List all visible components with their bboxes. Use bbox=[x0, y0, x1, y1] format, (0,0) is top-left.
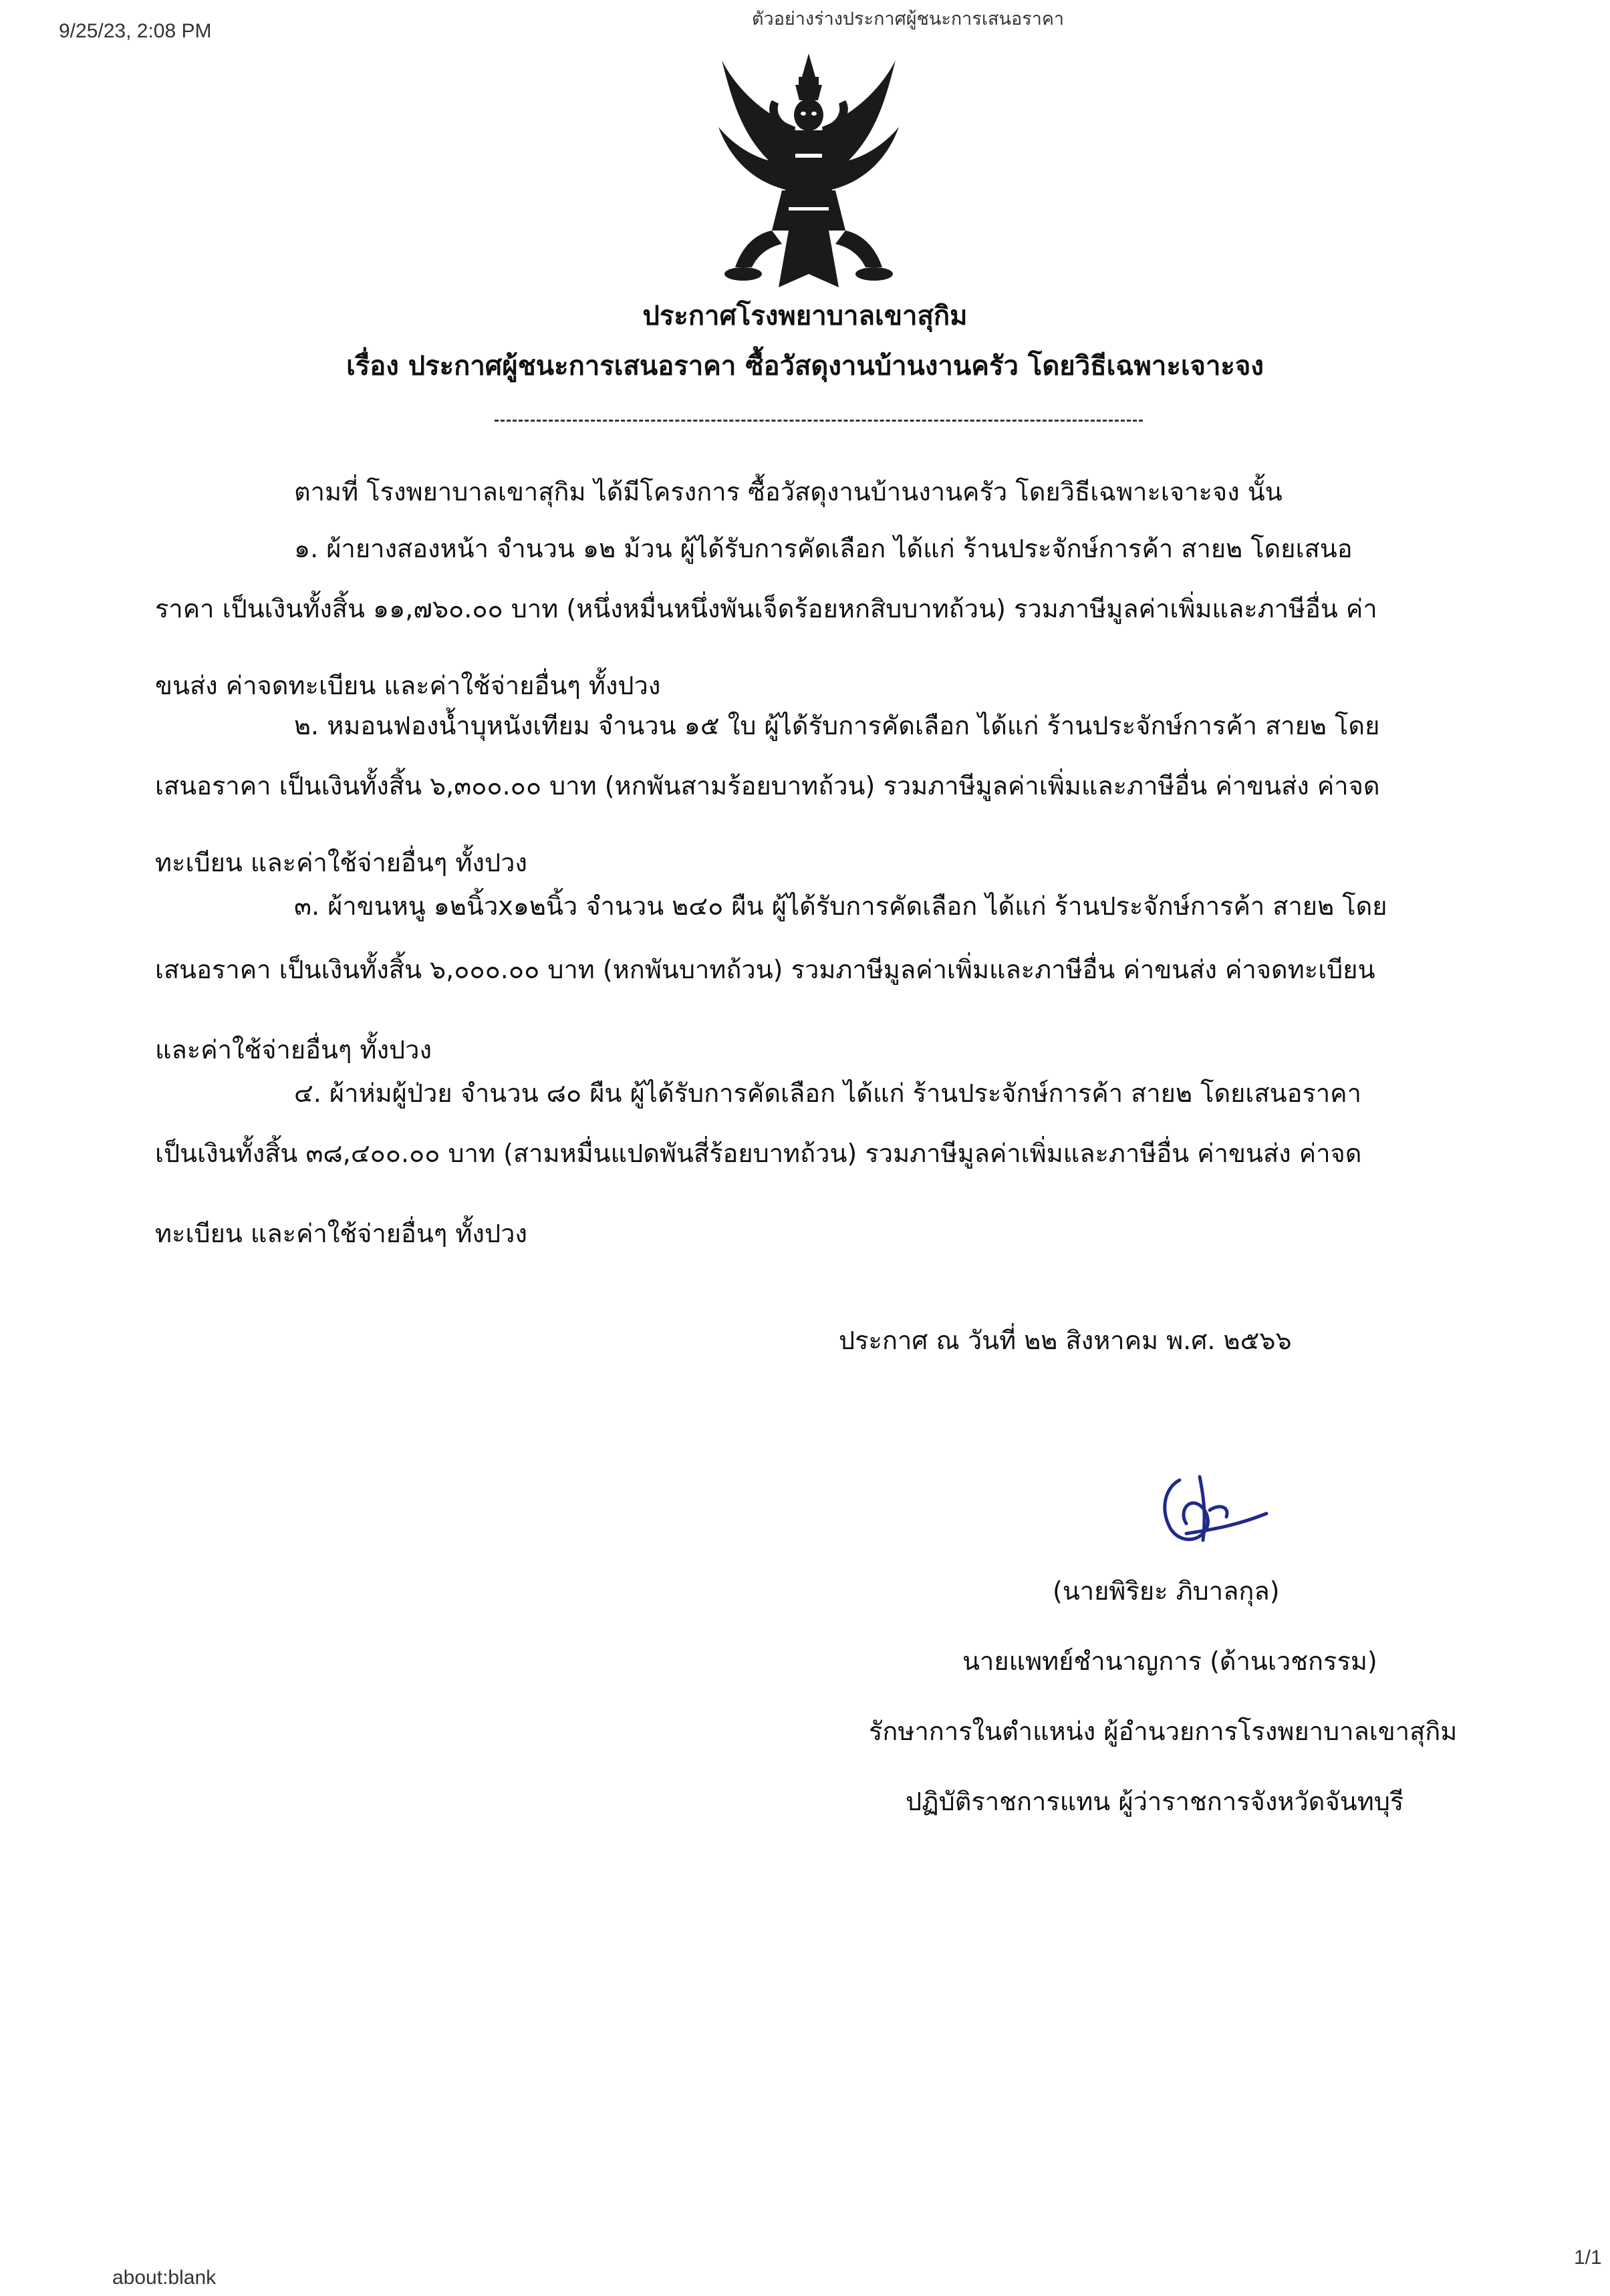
handwritten-signature bbox=[1139, 1467, 1273, 1560]
item-1-line-3: ขนส่ง ค่าจดทะเบียน และค่าใช้จ่ายอื่นๆ ทั้งปวง bbox=[155, 671, 661, 700]
item-3-line-3: และค่าใช้จ่ายอื่นๆ ทั้งปวง bbox=[155, 1035, 432, 1064]
item-2-line-1: ๒. หมอนฟองน้ำบุหนังเทียม จำนวน ๑๕ ใบ ผู้ได้รับการคัดเลือก ได้แก่ ร้านประจักษ์การค้า สาย๒ โดย bbox=[294, 711, 1380, 740]
item-4-line-1: ๔. ผ้าห่มผู้ป่วย จำนวน ๘๐ ผืน ผู้ได้รับการคัดเลือก ได้แก่ ร้านประจักษ์การค้า สาย๒ โดยเสนอราคา bbox=[294, 1079, 1361, 1108]
announcement-date: ประกาศ ณ วันที่ ๒๒ สิงหาคม พ.ศ. ๒๕๖๖ bbox=[839, 1326, 1292, 1355]
intro-paragraph: ตามที่ โรงพยาบาลเขาสุกิม ได้มีโครงการ ซื้อวัสดุงานบ้านงานครัว โดยวิธีเฉพาะเจาะจง นั้น bbox=[294, 477, 1283, 507]
item-2-line-3: ทะเบียน และค่าใช้จ่ายอื่นๆ ทั้งปวง bbox=[155, 848, 527, 877]
item-3-line-2: เสนอราคา เป็นเงินทั้งสิ้น ๖,๐๐๐.๐๐ บาท (หกพันบาทถ้วน) รวมภาษีมูลค่าเพิ่มและภาษีอื่น ค่าขนส่ง ค่าจดทะเบียน bbox=[155, 955, 1375, 984]
print-document-title: ตัวอย่างร่างประกาศผู้ชนะการเสนอราคา bbox=[752, 9, 1065, 29]
item-4-line-3: ทะเบียน และค่าใช้จ่ายอื่นๆ ทั้งปวง bbox=[155, 1219, 527, 1248]
garuda-emblem-icon bbox=[695, 47, 922, 301]
item-4-line-2: เป็นเงินทั้งสิ้น ๓๘,๔๐๐.๐๐ บาท (สามหมื่นแปดพันสี่ร้อยบาทถ้วน) รวมภาษีมูลค่าเพิ่มและภาษีอื่น ค่าขนส่ง ค่าจด bbox=[155, 1139, 1362, 1168]
signatory-acting-role: รักษาการในตำแหน่ง ผู้อำนวยการโรงพยาบาลเขาสุกิม bbox=[869, 1717, 1458, 1746]
announcement-subject: เรื่อง ประกาศผู้ชนะการเสนอราคา ซื้อวัสดุงานบ้านงานครัว โดยวิธีเฉพาะเจาะจง bbox=[346, 351, 1264, 382]
item-1-line-1: ๑. ผ้ายางสองหน้า จำนวน ๑๒ ม้วน ผู้ได้รับการคัดเลือก ได้แก่ ร้านประจักษ์การค้า สาย๒ โดยเสนอ bbox=[294, 534, 1353, 563]
print-url: about:blank bbox=[112, 2267, 217, 2289]
print-timestamp: 9/25/23, 2:08 PM bbox=[59, 20, 212, 42]
signatory-position: นายแพทย์ชำนาญการ (ด้านเวชกรรม) bbox=[962, 1646, 1377, 1676]
item-2-line-2: เสนอราคา เป็นเงินทั้งสิ้น ๖,๓๐๐.๐๐ บาท (หกพันสามร้อยบาทถ้วน) รวมภาษีมูลค่าเพิ่มและภาษีอื่น ค่าขนส่ง ค่าจด bbox=[155, 771, 1380, 801]
heading-divider bbox=[495, 420, 1143, 422]
item-3-line-1: ๓. ผ้าขนหนู ๑๒นิ้วx๑๒นิ้ว จำนวน ๒๔๐ ผืน ผู้ได้รับการคัดเลือก ได้แก่ ร้านประจักษ์การค้า สาย๒ โดย bbox=[294, 891, 1387, 921]
announcement-title: ประกาศโรงพยาบาลเขาสุกิม bbox=[642, 301, 968, 331]
print-page-number: 1/1 bbox=[1574, 2247, 1602, 2269]
signatory-name: (นายพิริยะ ภิบาลกุล) bbox=[1053, 1576, 1280, 1606]
item-1-line-2: ราคา เป็นเงินทั้งสิ้น ๑๑,๗๖๐.๐๐ บาท (หนึ่งหมื่นหนึ่งพันเจ็ดร้อยหกสิบบาทถ้วน) รวมภาษีมูลค่าเพิ่มและภาษีอื่น ค่า bbox=[155, 594, 1377, 623]
signatory-on-behalf: ปฏิบัติราชการแทน ผู้ว่าราชการจังหวัดจันทบุรี bbox=[906, 1787, 1404, 1816]
